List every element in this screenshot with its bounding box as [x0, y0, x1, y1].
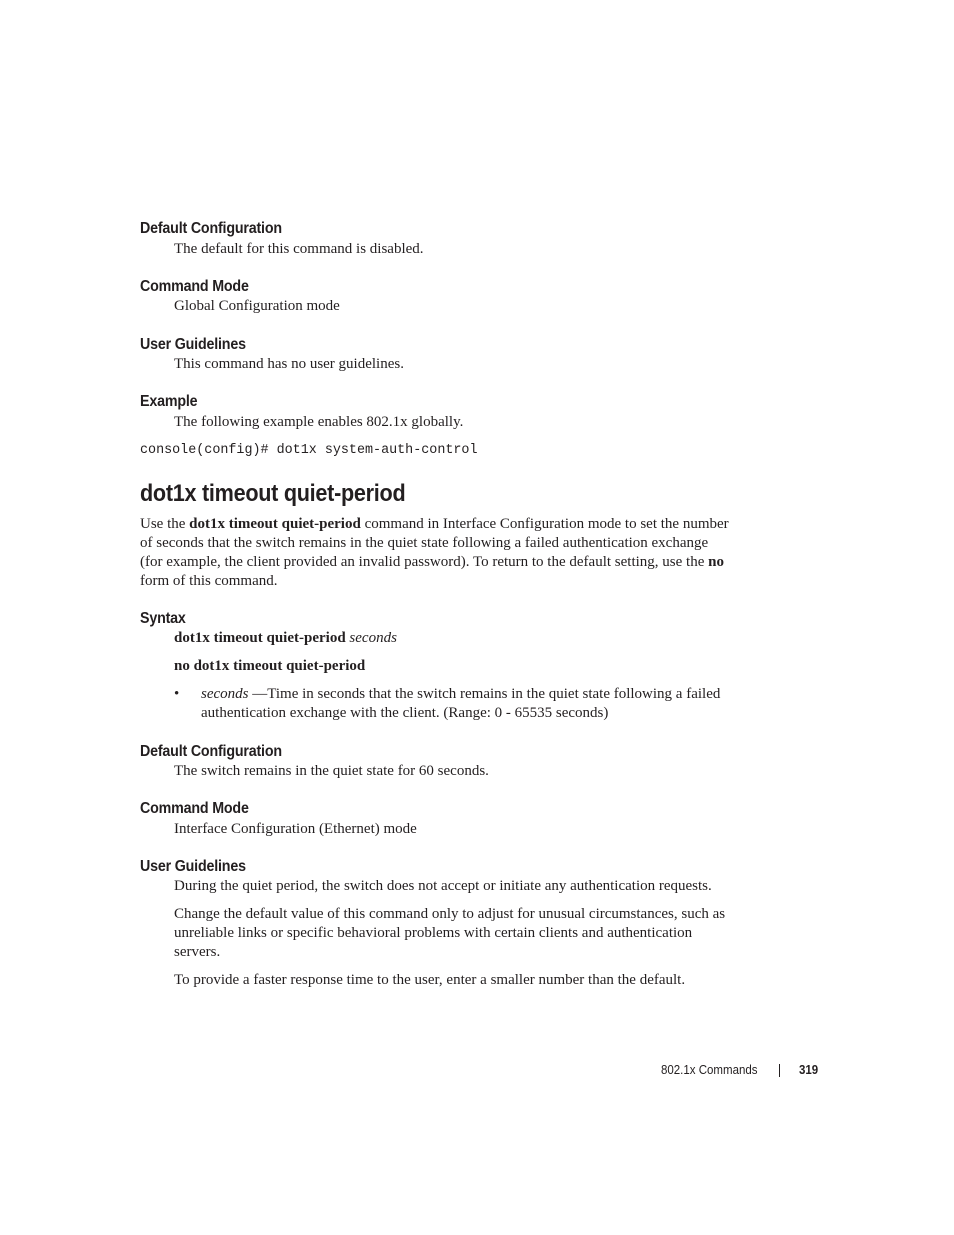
- description-line-2: of seconds that the switch remains in the quiet state following a failed authentication exchange: [140, 535, 709, 551]
- bullet-line-1: [201, 685, 720, 704]
- syntax-param: seconds: [349, 630, 397, 646]
- command-mode-heading-2: Command Mode: [140, 800, 249, 817]
- bullet-line-2: authentication exchange with the client. (Range: 0 - 65535 seconds): [201, 705, 609, 721]
- description-line-4: form of this command.: [140, 573, 278, 589]
- user-guidelines-p2-line-2: unreliable links or specific behavioral problems with certain clients and authentication: [174, 925, 693, 941]
- description-command: dot1x timeout quiet-period: [189, 516, 361, 532]
- description-no: no: [708, 554, 724, 570]
- syntax-command: dot1x timeout quiet-period: [174, 630, 346, 646]
- default-configuration-heading-2: Default Configuration: [140, 743, 282, 760]
- user-guidelines-p2-line-1: Change the default value of this command only to adjust for unusual circumstances, such as: [174, 906, 726, 922]
- default-configuration-heading: Default Configuration: [140, 220, 282, 237]
- syntax-no-command: no dot1x timeout quiet-period: [174, 658, 366, 674]
- user-guidelines-p2-line-3: servers.: [174, 944, 221, 960]
- default-configuration-text-2: The switch remains in the quiet state for 60 seconds.: [174, 763, 489, 779]
- bullet-line-1-text: —Time in seconds that the switch remains in the quiet state following a failed: [248, 686, 721, 702]
- syntax-line-2: [174, 657, 365, 676]
- user-guidelines-heading-2: User Guidelines: [140, 858, 246, 875]
- footer-section-name: 802.1x Commands: [661, 1063, 758, 1077]
- command-mode-text: Global Configuration mode: [174, 298, 340, 314]
- footer-separator: [779, 1064, 780, 1077]
- example-heading: Example: [140, 393, 198, 410]
- description-pre: Use the: [140, 516, 190, 532]
- example-text: The following example enables 802.1x globally.: [174, 414, 464, 430]
- default-configuration-text: The default for this command is disabled.: [174, 241, 424, 257]
- syntax-line-1: [174, 629, 397, 648]
- bullet-icon: •: [174, 686, 180, 702]
- example-code: console(config)# dot1x system-auth-control: [140, 443, 478, 458]
- page-number: 319: [799, 1063, 819, 1077]
- description-line-3-pre: (for example, the client provided an invalid password). To return to the default setting, use the: [140, 554, 709, 570]
- description-line-3: [140, 553, 724, 572]
- user-guidelines-heading: User Guidelines: [140, 336, 246, 353]
- bullet-param: seconds: [201, 686, 249, 702]
- description-line-1-post: command in Interface Configuration mode to set the number: [360, 516, 729, 532]
- syntax-heading: Syntax: [140, 610, 186, 627]
- user-guidelines-p3: To provide a faster response time to the user, enter a smaller number than the default.: [174, 972, 686, 988]
- user-guidelines-text: This command has no user guidelines.: [174, 356, 404, 372]
- command-mode-text-2: Interface Configuration (Ethernet) mode: [174, 821, 417, 837]
- command-title: dot1x timeout quiet-period: [140, 480, 406, 507]
- command-mode-heading: Command Mode: [140, 278, 249, 295]
- user-guidelines-p1: During the quiet period, the switch does not accept or initiate any authentication requests.: [174, 878, 712, 894]
- description-line-1: [140, 515, 729, 534]
